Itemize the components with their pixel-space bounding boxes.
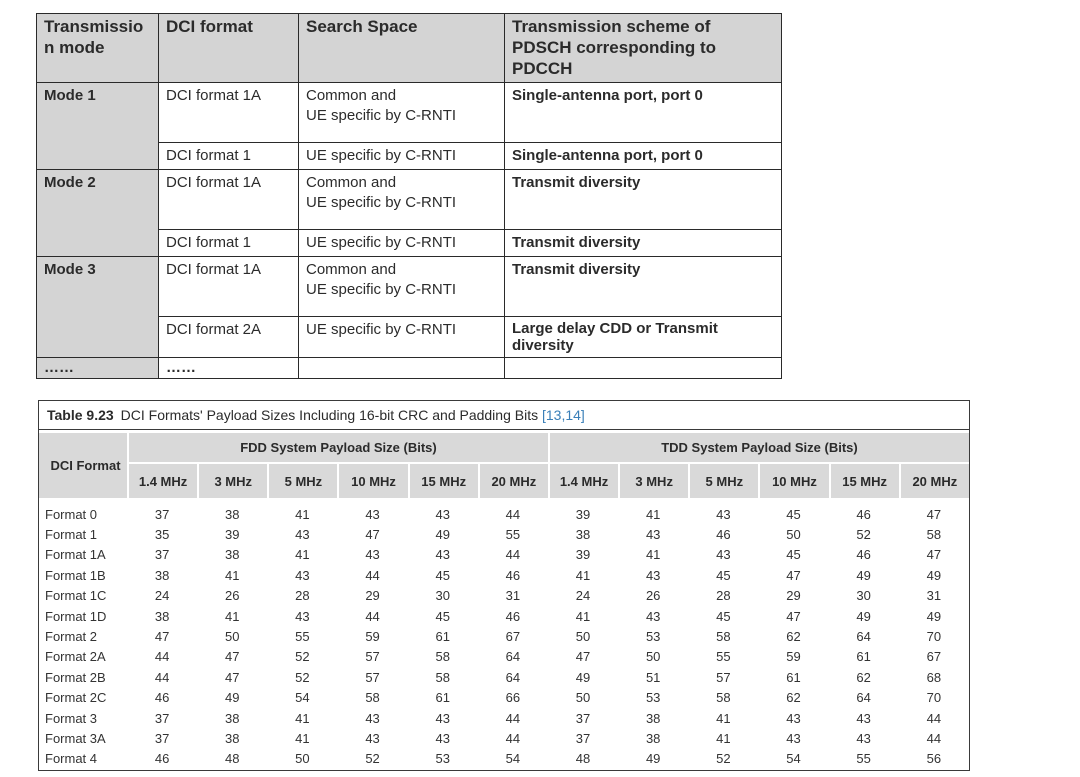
table-row [37, 170, 782, 230]
payload-value-cell: 46 [154, 690, 170, 706]
header-bandwidth: 3 MHz [618, 462, 688, 498]
payload-value-cell: 68 [926, 669, 942, 685]
payload-value-cell: 41 [645, 547, 661, 563]
payload-value-cell: 41 [716, 730, 731, 746]
payload-value-cell: 24 [575, 588, 591, 604]
header-bandwidth: 1.4 MHz [548, 462, 618, 498]
payload-value-cell: 64 [856, 629, 871, 645]
payload-value-cell: 57 [716, 669, 731, 685]
header-dci-format: DCI Format [39, 433, 127, 498]
payload-value-cell: 47 [154, 629, 170, 645]
payload-value-cell: 43 [856, 710, 871, 726]
payload-value-cell: 31 [926, 588, 942, 604]
ellipsis-row [37, 358, 782, 379]
payload-value-cell: 37 [575, 730, 591, 746]
table-row [39, 728, 969, 748]
search-space-line: UE specific by C-RNTI [306, 107, 457, 124]
table-row [39, 749, 969, 769]
payload-value-cell: 38 [645, 710, 661, 726]
search-space-line: UE specific by C-RNTI [306, 281, 457, 298]
format-cell: Format 4 [45, 751, 98, 767]
payload-value-cell: 43 [365, 730, 380, 746]
payload-value-cell: 67 [926, 649, 942, 665]
format-cell: Format 3 [45, 710, 98, 726]
payload-value-cell: 58 [435, 669, 450, 685]
payload-value-cell: 47 [225, 649, 240, 665]
payload-value-cell: 44 [154, 669, 170, 685]
header-bandwidth: 5 MHz [267, 462, 337, 498]
dci-format-cell: DCI format 1 [159, 143, 299, 170]
payload-value-cell: 67 [505, 629, 521, 645]
format-cell: Format 2 [45, 629, 98, 645]
payload-value-cell: 54 [505, 751, 521, 767]
payload-value-cell: 52 [365, 751, 380, 767]
payload-value-cell: 51 [645, 669, 661, 685]
search-space-cell: UE specific by C-RNTI [299, 317, 505, 358]
payload-value-cell: 39 [225, 527, 240, 543]
transmission-mode-table [36, 13, 782, 379]
header-bandwidth: 10 MHz [758, 462, 828, 498]
format-cell: Format 2C [45, 690, 107, 706]
payload-value-cell: 52 [716, 751, 731, 767]
payload-value-cell: 44 [154, 649, 170, 665]
payload-value-cell: 43 [295, 608, 310, 624]
search-space-cell: UE specific by C-RNTI [299, 143, 505, 170]
group-header-row [39, 433, 969, 462]
payload-value-cell: 44 [505, 730, 521, 746]
payload-value-cell: 50 [295, 751, 310, 767]
header-bandwidth: 20 MHz [478, 462, 548, 498]
payload-value-cell: 43 [645, 608, 661, 624]
mode-cell: Mode 1 [37, 83, 159, 170]
table-row [39, 606, 969, 626]
payload-value-cell: 52 [856, 527, 871, 543]
bandwidth-header-row [39, 462, 969, 498]
payload-value-cell: 50 [575, 690, 591, 706]
table-row [39, 498, 969, 524]
mode-cell: Mode 3 [37, 257, 159, 358]
payload-value-cell: 61 [856, 649, 871, 665]
scheme-cell: Large delay CDD or Transmit diversity [505, 317, 782, 358]
payload-value-cell: 44 [505, 710, 521, 726]
payload-value-cell: 41 [645, 506, 661, 522]
header-tdd-group: TDD System Payload Size (Bits) [548, 433, 969, 462]
payload-value-cell: 37 [154, 730, 170, 746]
payload-value-cell: 29 [365, 588, 380, 604]
payload-value-cell: 43 [645, 567, 661, 583]
payload-value-cell: 46 [154, 751, 170, 767]
table-row [37, 83, 782, 143]
format-cell: Format 0 [45, 506, 98, 522]
payload-value-cell: 44 [505, 547, 521, 563]
payload-value-cell: 43 [716, 506, 731, 522]
payload-value-cell: 43 [786, 730, 801, 746]
payload-value-cell: 30 [435, 588, 450, 604]
payload-value-cell: 44 [505, 506, 521, 522]
payload-value-cell: 53 [645, 629, 661, 645]
payload-value-cell: 70 [926, 629, 942, 645]
header-bandwidth: 3 MHz [197, 462, 267, 498]
payload-value-cell: 43 [435, 547, 450, 563]
payload-value-cell: 62 [786, 629, 801, 645]
dci-format-cell: DCI format 1A [159, 170, 299, 230]
scheme-cell: Transmit diversity [505, 257, 782, 317]
payload-value-cell: 62 [786, 690, 801, 706]
header-bandwidth: 10 MHz [337, 462, 407, 498]
payload-value-cell: 41 [575, 567, 591, 583]
table-row [39, 545, 969, 565]
payload-value-cell: 59 [786, 649, 801, 665]
payload-value-cell: 53 [645, 690, 661, 706]
search-space-cell [299, 170, 505, 230]
payload-value-cell: 57 [365, 669, 380, 685]
table-row [37, 257, 782, 317]
payload-value-cell: 41 [225, 567, 240, 583]
payload-value-cell: 49 [926, 608, 942, 624]
payload-value-cell: 54 [295, 690, 310, 706]
table-row [39, 626, 969, 646]
payload-value-cell: 58 [365, 690, 380, 706]
scheme-cell: Transmit diversity [505, 170, 782, 230]
payload-value-cell: 47 [926, 547, 942, 563]
payload-value-cell: 61 [435, 690, 450, 706]
payload-value-cell: 48 [225, 751, 240, 767]
payload-value-cell: 46 [716, 527, 731, 543]
scheme-cell: Single-antenna port, port 0 [505, 143, 782, 170]
scheme-cell: Transmit diversity [505, 230, 782, 257]
header-search-space: Search Space [299, 14, 505, 83]
format-cell: Format 2B [45, 669, 106, 685]
payload-value-cell: 58 [716, 690, 731, 706]
payload-value-cell: 43 [435, 710, 450, 726]
payload-value-cell: 44 [926, 710, 942, 726]
dci-format-cell: DCI format 2A [159, 317, 299, 358]
search-space-line: UE specific by C-RNTI [306, 194, 457, 211]
payload-value-cell: 43 [365, 547, 380, 563]
payload-value-cell: 47 [575, 649, 591, 665]
payload-value-cell: 38 [154, 567, 170, 583]
payload-value-cell: 43 [295, 567, 310, 583]
payload-value-cell: 61 [435, 629, 450, 645]
header-bandwidth: 15 MHz [408, 462, 478, 498]
payload-value-cell: 43 [435, 730, 450, 746]
header-transmission-mode: Transmissio n mode [37, 14, 159, 83]
table-row [39, 667, 969, 687]
table-number: Table 9.23 [47, 407, 114, 423]
payload-value-cell: 43 [435, 506, 450, 522]
payload-value-cell: 37 [154, 547, 170, 563]
format-cell: Format 3A [45, 730, 106, 746]
payload-value-cell: 58 [435, 649, 450, 665]
payload-value-cell: 66 [505, 690, 521, 706]
payload-value-cell: 55 [295, 629, 310, 645]
payload-value-cell: 50 [786, 527, 801, 543]
search-space-line: Common and [306, 261, 397, 278]
payload-value-cell: 30 [856, 588, 871, 604]
payload-value-cell: 38 [225, 730, 240, 746]
payload-value-cell: 43 [716, 547, 731, 563]
format-cell: Format 1 [45, 527, 98, 543]
payload-value-cell: 43 [295, 527, 310, 543]
payload-value-cell: 41 [295, 710, 310, 726]
payload-value-cell: 64 [856, 690, 871, 706]
payload-value-cell: 52 [295, 649, 310, 665]
mode-cell: Mode 2 [37, 170, 159, 257]
payload-value-cell: 50 [575, 629, 591, 645]
payload-value-cell: 46 [856, 547, 871, 563]
payload-value-cell: 64 [505, 669, 521, 685]
payload-value-cell: 31 [505, 588, 521, 604]
payload-value-cell: 29 [786, 588, 801, 604]
table-row [39, 586, 969, 606]
payload-value-cell: 47 [786, 608, 801, 624]
payload-value-cell: 38 [645, 730, 661, 746]
empty-cell [505, 358, 782, 379]
payload-value-cell: 26 [645, 588, 661, 604]
payload-value-cell: 46 [505, 567, 521, 583]
scheme-cell: Single-antenna port, port 0 [505, 83, 782, 143]
payload-value-cell: 44 [365, 567, 380, 583]
payload-value-cell: 35 [154, 527, 170, 543]
payload-value-cell: 49 [225, 690, 240, 706]
header-transmission-scheme: Transmission scheme of PDSCH corresponding to PDCCH [505, 14, 782, 83]
format-cell: Format 1D [45, 608, 107, 624]
search-space-cell [299, 257, 505, 317]
ellipsis-cell: …… [37, 358, 159, 379]
payload-value-cell: 47 [225, 669, 240, 685]
format-cell: Format 2A [45, 649, 106, 665]
search-space-line: Common and [306, 87, 397, 104]
payload-value-cell: 56 [926, 751, 942, 767]
payload-value-cell: 62 [856, 669, 871, 685]
payload-value-cell: 41 [295, 506, 310, 522]
dci-format-cell: DCI format 1A [159, 83, 299, 143]
dci-format-cell: DCI format 1A [159, 257, 299, 317]
payload-value-cell: 45 [786, 547, 801, 563]
payload-value-cell: 41 [716, 710, 731, 726]
payload-value-cell: 26 [225, 588, 240, 604]
payload-value-cell: 38 [154, 608, 170, 624]
payload-value-cell: 45 [435, 608, 450, 624]
format-cell: Format 1B [45, 567, 106, 583]
payload-value-cell: 46 [856, 506, 871, 522]
payload-value-cell: 58 [926, 527, 942, 543]
dci-format-cell: DCI format 1 [159, 230, 299, 257]
payload-value-cell: 43 [786, 710, 801, 726]
table-row [39, 565, 969, 585]
payload-value-cell: 46 [505, 608, 521, 624]
payload-value-cell: 58 [716, 629, 731, 645]
table-row [39, 647, 969, 667]
payload-value-cell: 54 [786, 751, 801, 767]
payload-value-cell: 47 [365, 527, 380, 543]
payload-value-cell: 44 [365, 608, 380, 624]
format-cell: Format 1A [45, 547, 106, 563]
payload-value-cell: 38 [575, 527, 591, 543]
payload-value-cell: 41 [575, 608, 591, 624]
payload-value-cell: 50 [645, 649, 661, 665]
payload-value-cell: 61 [786, 669, 801, 685]
payload-value-cell: 28 [295, 588, 310, 604]
payload-value-cell: 41 [225, 608, 240, 624]
payload-value-cell: 48 [575, 751, 591, 767]
payload-value-cell: 38 [225, 547, 240, 563]
payload-value-cell: 43 [365, 710, 380, 726]
payload-value-cell: 43 [645, 527, 661, 543]
header-bandwidth: 15 MHz [829, 462, 899, 498]
payload-value-cell: 57 [365, 649, 380, 665]
table-row [39, 708, 969, 728]
header-bandwidth: 20 MHz [899, 462, 969, 498]
header-bandwidth: 5 MHz [688, 462, 758, 498]
payload-value-cell: 49 [926, 567, 942, 583]
payload-value-cell: 55 [505, 527, 521, 543]
payload-value-cell: 49 [645, 751, 661, 767]
reference-link[interactable]: [13,14] [542, 407, 585, 423]
header-fdd-group: FDD System Payload Size (Bits) [127, 433, 548, 462]
payload-value-cell: 37 [154, 710, 170, 726]
payload-value-cell: 49 [435, 527, 450, 543]
mode-table-header-row [37, 14, 782, 83]
search-space-cell [299, 83, 505, 143]
payload-value-cell: 43 [856, 730, 871, 746]
header-dci-format: DCI format [159, 14, 299, 83]
payload-value-cell: 55 [716, 649, 731, 665]
table-row [39, 688, 969, 708]
payload-value-cell: 45 [716, 567, 731, 583]
payload-value-cell: 38 [225, 710, 240, 726]
payload-value-cell: 49 [575, 669, 591, 685]
payload-value-cell: 70 [926, 690, 942, 706]
payload-value-cell: 24 [154, 588, 170, 604]
payload-value-cell: 49 [856, 608, 871, 624]
payload-value-cell: 37 [575, 710, 591, 726]
table-caption [39, 401, 969, 430]
payload-value-cell: 44 [926, 730, 942, 746]
table-row [39, 524, 969, 544]
payload-value-cell: 41 [295, 547, 310, 563]
payload-value-cell: 47 [786, 567, 801, 583]
payload-value-cell: 59 [365, 629, 380, 645]
payload-value-cell: 49 [856, 567, 871, 583]
payload-value-cell: 28 [716, 588, 731, 604]
payload-value-cell: 45 [786, 506, 801, 522]
payload-value-cell: 55 [856, 751, 871, 767]
payload-size-table [39, 433, 969, 769]
ellipsis-cell: …… [159, 358, 299, 379]
payload-value-cell: 45 [716, 608, 731, 624]
payload-value-cell: 45 [435, 567, 450, 583]
payload-value-cell: 47 [926, 506, 942, 522]
header-bandwidth: 1.4 MHz [127, 462, 197, 498]
payload-value-cell: 38 [225, 506, 240, 522]
search-space-line: Common and [306, 174, 397, 191]
payload-size-table-panel [38, 400, 970, 771]
empty-cell [299, 358, 505, 379]
payload-value-cell: 64 [505, 649, 521, 665]
format-cell: Format 1C [45, 588, 107, 604]
table-title: DCI Formats' Payload Sizes Including 16-bit CRC and Padding Bits [120, 407, 539, 423]
payload-value-cell: 41 [295, 730, 310, 746]
search-space-cell: UE specific by C-RNTI [299, 230, 505, 257]
payload-value-cell: 50 [225, 629, 240, 645]
payload-value-cell: 37 [154, 506, 170, 522]
payload-value-cell: 52 [295, 669, 310, 685]
payload-value-cell: 39 [575, 547, 591, 563]
payload-value-cell: 43 [365, 506, 380, 522]
payload-value-cell: 53 [435, 751, 450, 767]
payload-value-cell: 39 [575, 506, 591, 522]
